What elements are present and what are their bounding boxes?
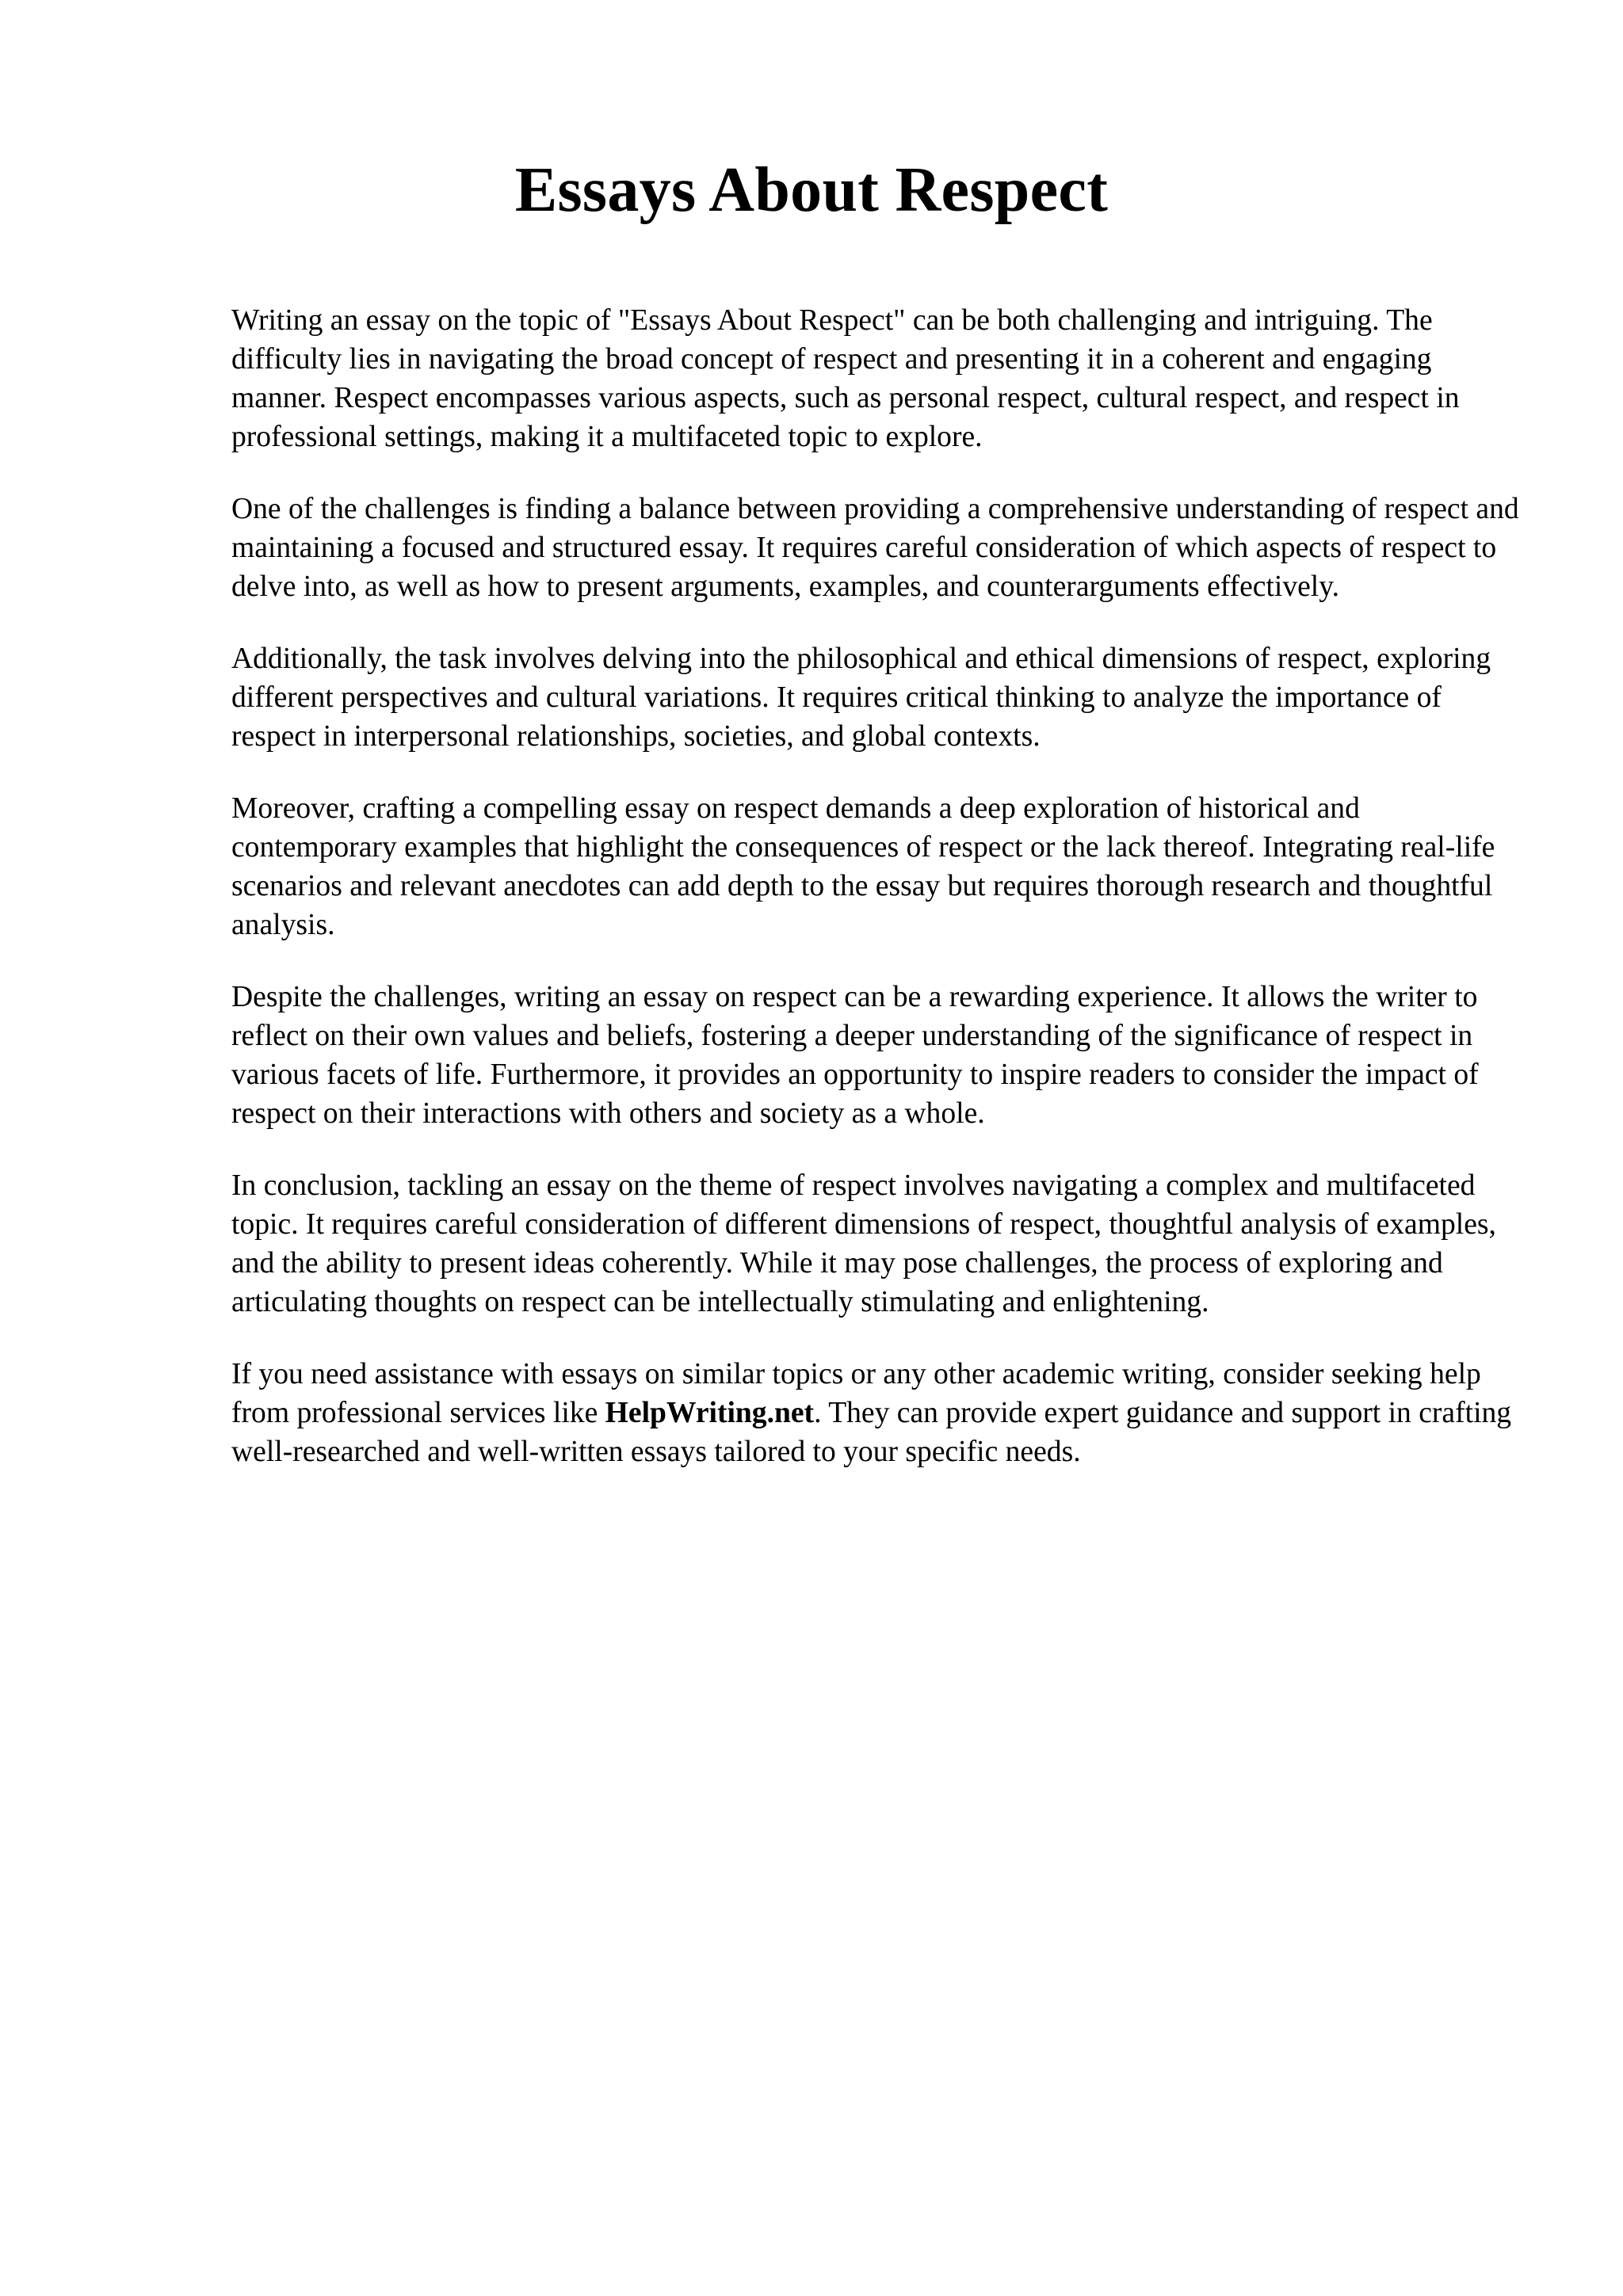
closing-text-before: If you need assistance with essays on similar topics or any other academic writing, consider seeking help from professional services like bbox=[231, 1358, 1481, 1429]
paragraph-examples: Moreover, crafting a compelling essay on respect demands a deep exploration of historical and contemporary examples that highlight the consequences of respect or the lack thereof. Integrating real-life scenarios and relevant anecdotes can add depth to the essay but requires thorough research and thoughtful analysis. bbox=[231, 792, 1495, 941]
document-body bbox=[231, 301, 1531, 1471]
paragraph-intro: Writing an essay on the topic of "Essays About Respect" can be both challenging and intriguing. The difficulty lies in navigating the broad concept of respect and presenting it in a coherent and engaging manner. Respect encompasses various aspects, such as personal respect, cultural respect, and respect in professional settings, making it a multifaceted topic to explore. bbox=[231, 304, 1460, 453]
paragraph-challenges: One of the challenges is finding a balance between providing a comprehensive understanding of respect and maintaining a focused and structured essay. It requires careful consideration of which aspects of respect to delve into, as well as how to present arguments, examples, and counterarguments effectively. bbox=[231, 493, 1519, 603]
paragraph-dimensions: Additionally, the task involves delving into the philosophical and ethical dimensions of respect, exploring different perspectives and cultural variations. It requires critical thinking to analyze the importance of respect in interpersonal relationships, societies, and global contexts. bbox=[231, 643, 1491, 753]
paragraph-closing bbox=[231, 1355, 1531, 1471]
closing-text-after: . They can provide expert guidance and support in crafting well-researched and well-written essays tailored to your specific needs. bbox=[231, 1397, 1512, 1468]
document-title: Essays About Respect bbox=[514, 155, 1109, 225]
brand-name: HelpWriting.net bbox=[605, 1397, 815, 1429]
paragraph-conclusion: In conclusion, tackling an essay on the theme of respect involves navigating a complex and multifaceted topic. It requires careful consideration of different dimensions of respect, thoughtful analysis of examples, and the ability to present ideas coherently. While it may pose challenges, the process of exploring and articulating thoughts on respect can be intellectually stimulating and enlightening. bbox=[231, 1169, 1496, 1318]
paragraph-rewards: Despite the challenges, writing an essay on respect can be a rewarding experience. It allows the writer to reflect on their own values and beliefs, fostering a deeper understanding of the significance of respect in various facets of life. Furthermore, it provides an opportunity to inspire readers to consider the impact of respect on their interactions with others and society as a whole. bbox=[231, 981, 1479, 1130]
